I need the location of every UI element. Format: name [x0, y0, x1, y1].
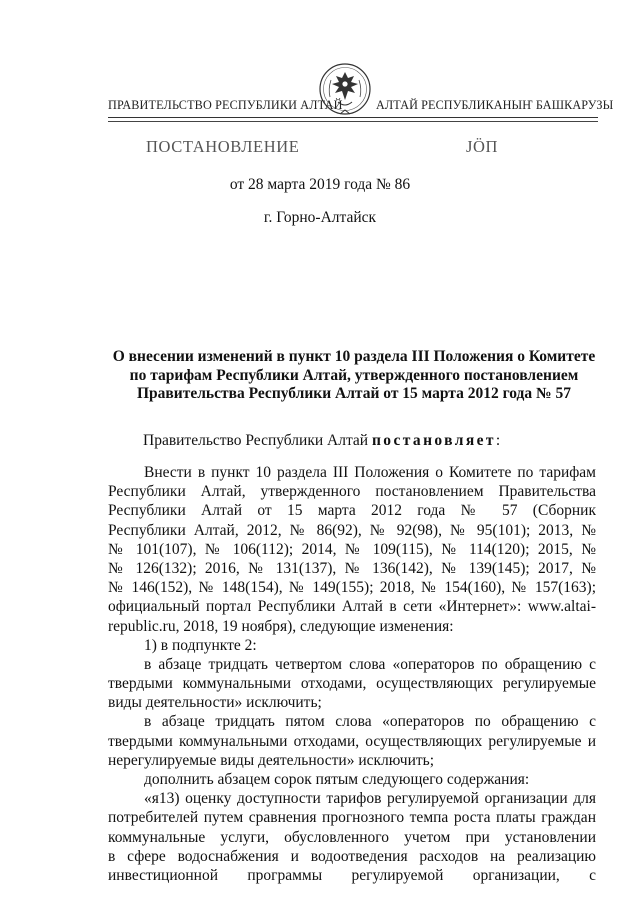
doc-type-altai: ЈÖП [466, 137, 499, 156]
document-city: г. Горно-Алтайск [263, 209, 377, 226]
body-line: Республики Алтай, утвержденного постановлением Правительства [108, 483, 596, 501]
header-rule-thick [108, 117, 598, 118]
body-line: нерегулируемые виды деятельности» исключить; [108, 751, 435, 769]
document-date-number: от 28 марта 2019 года № 86 [229, 176, 411, 193]
body-line: твердыми коммунальными отходами, осуществляющих регулируемые [108, 675, 596, 693]
body-line: коммунальные услуги, обусловленного учетом при установлении [108, 828, 596, 846]
title-line: Правительства Республики Алтай от 15 марта 2012 года № 57 [137, 385, 571, 402]
body-line: официальный портал Республики Алтай в сети «Интернет»: www.altai- [108, 598, 596, 616]
body-line: виды деятельности» исключить; [108, 694, 322, 712]
government-name-altai: АЛТАЙ РЕСПУБЛИКАНЫҤ БАШКАРУЗЫ [376, 98, 614, 112]
title-line: О внесении изменений в пункт 10 раздела III Положения о Комитете [112, 348, 596, 365]
body-line: потребителей путем сравнения прогнозного темпа роста платы граждан [108, 809, 596, 827]
body-line: в абзаце тридцать пятом слова «операторов по обращению с [144, 713, 596, 731]
body-line: Внести в пункт 10 раздела III Положения о Комитете по тарифам [144, 464, 596, 481]
preamble-resolves: постановляет [371, 432, 496, 449]
doc-type-russian: ПОСТАНОВЛЕНИЕ [146, 137, 300, 156]
body-line: в абзаце тридцать четвертом слова «операторов по обращению с [144, 655, 596, 673]
body-line: № 126(132); 2016, № 131(137), № 136(142), № 139(145); 2017, № [108, 559, 596, 577]
body-line: «я13) оценку доступности тарифов регулируемой организации для [144, 790, 596, 808]
document-title [104, 348, 604, 404]
body-line: Республики Алтай, 2012, № 86(92), № 92(98), № 95(101); 2013, № [108, 521, 596, 539]
preamble [143, 432, 500, 450]
preamble-suffix: : [495, 432, 501, 449]
title-line: по тарифам Республики Алтай, утвержденного постановлением [129, 366, 579, 384]
body-line: republic.ru, 2018, 19 ноября), следующие изменения: [108, 617, 454, 635]
preamble-prefix: Правительство Республики Алтай [143, 432, 372, 449]
body-line: дополнить абзацем сорок пятым следующего содержания: [144, 771, 530, 788]
document-body [108, 463, 596, 885]
body-line: твердыми коммунальными отходами, осуществляющих регулируемые и [108, 732, 596, 750]
body-line: № 101(107), № 106(112); 2014, № 109(115), № 114(120); 2015, № [108, 540, 596, 558]
body-line: № 146(152), № 148(154), № 149(155); 2018, № 154(160), № 157(163); [108, 579, 596, 597]
body-line: Республики Алтай от 15 марта 2012 года № 57 (Сборник [108, 502, 596, 520]
body-line: в сфере водоснабжения и водоотведения расходов на реализацию [108, 847, 596, 865]
government-name-russian: ПРАВИТЕЛЬСТВО РЕСПУБЛИКИ АЛТАЙ [108, 98, 343, 112]
header-rule-thin [108, 121, 598, 122]
body-line: 1) в подпункте 2: [144, 636, 257, 654]
body-line: инвестиционной программы регулируемой организации, с [108, 866, 596, 884]
